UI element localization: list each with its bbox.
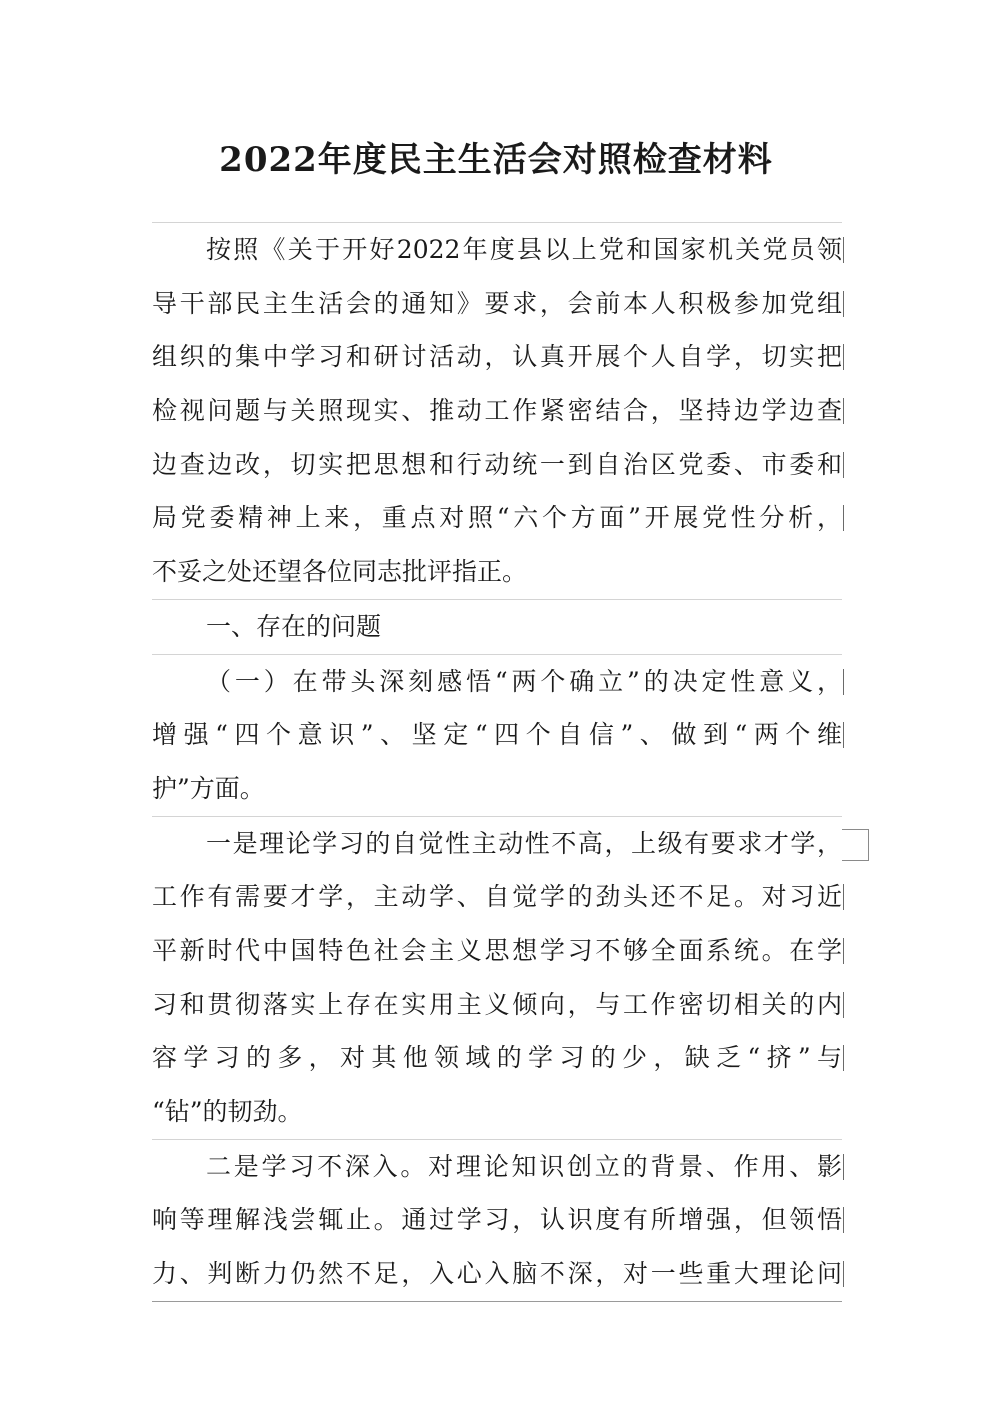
text-line: 导干部民主生活会的通知》要求，会前本人积极参加党组 bbox=[152, 277, 842, 331]
text-line: 边查边改，切实把思想和行动统一到自治区党委、市委和 bbox=[152, 438, 842, 492]
paragraph-point-two bbox=[152, 1139, 842, 1302]
text-line: 一是理论学习的自觉性主动性不高，上级有要求才学， bbox=[152, 817, 842, 871]
text-line: 习和贯彻落实上存在实用主义倾向，与工作密切相关的内 bbox=[152, 978, 842, 1032]
text-line: 容学习的多，对其他领域的学习的少，缺乏“挤”与 bbox=[152, 1031, 842, 1085]
text-line: 响等理解浅尝辄止。通过学习，认识度有所增强，但领悟 bbox=[152, 1193, 842, 1247]
document-title: 2022年度民主生活会对照检查材料 bbox=[219, 140, 773, 180]
text-line: 工作有需要才学，主动学、自觉学的劲头还不足。对习近 bbox=[152, 870, 842, 924]
text-line: 平新时代中国特色社会主义思想学习不够全面系统。在学 bbox=[152, 924, 842, 978]
subsection-heading bbox=[152, 654, 842, 816]
paragraph-intro bbox=[152, 222, 842, 599]
text-line: 检视问题与关照现实、推动工作紧密结合，坚持边学边查 bbox=[152, 384, 842, 438]
document-body bbox=[152, 222, 842, 1302]
section-heading bbox=[152, 599, 842, 654]
text-line: 力、判断力仍然不足，入心入脑不深，对一些重大理论问 bbox=[152, 1247, 842, 1301]
text-line: 增强“四个意识”、坚定“四个自信”、做到“两个维 bbox=[152, 708, 842, 762]
text-line: 二是学习不深入。对理论知识创立的背景、作用、影 bbox=[152, 1140, 842, 1194]
text-line: （一）在带头深刻感悟“两个确立”的决定性意义， bbox=[152, 655, 842, 709]
text-line: 护”方面。 bbox=[152, 773, 265, 803]
text-line: “钻”的韧劲。 bbox=[152, 1097, 303, 1126]
text-line: 一、存在的问题 bbox=[206, 611, 382, 641]
paragraph-point-one bbox=[152, 816, 842, 1139]
text-line: 组织的集中学习和研讨活动，认真开展个人自学，切实把 bbox=[152, 330, 842, 384]
text-line: 不妥之处还望各位同志批评指正。 bbox=[152, 557, 528, 587]
text-line: 局党委精神上来，重点对照“六个方面”开展党性分析， bbox=[152, 491, 842, 545]
text-line: 按照《关于开好2022年度县以上党和国家机关党员领 bbox=[152, 223, 842, 277]
